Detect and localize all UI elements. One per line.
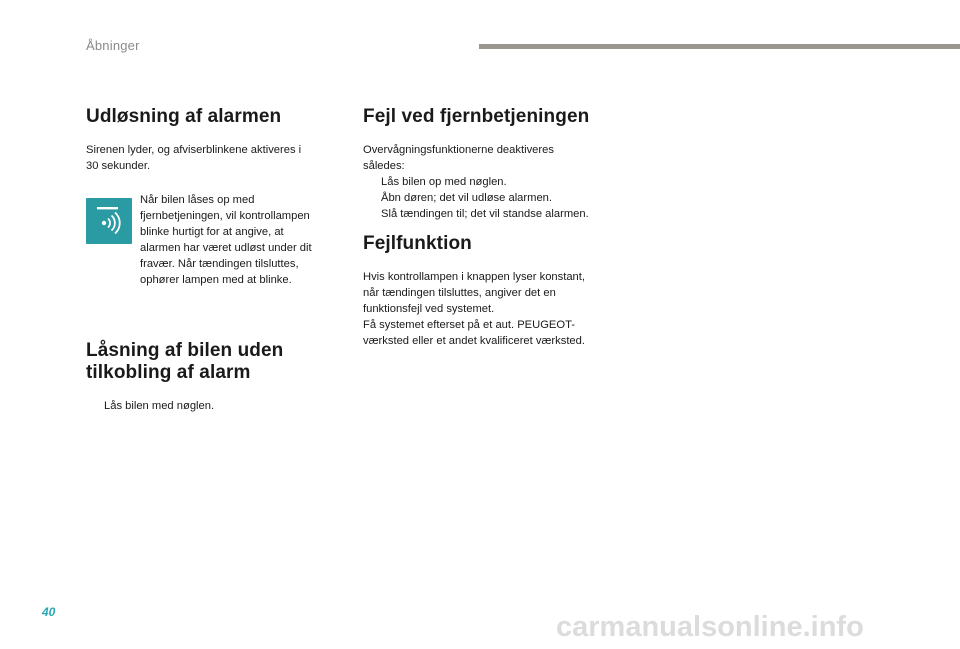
note-line: ophører lampen med at blinke. [140, 274, 292, 286]
lock-without-alarm-heading [86, 340, 346, 384]
malfunction-heading: Fejlfunktion [363, 233, 472, 254]
list-item [363, 190, 613, 206]
note-line: fjernbetjeningen, vil kontrollampen [140, 210, 310, 222]
text-line: værksted eller et andet kvalificeret værksted. [363, 335, 585, 347]
list-item [363, 206, 613, 222]
page-number: 40 [42, 605, 56, 619]
watermark: carmanualsonline.info [556, 611, 864, 643]
remote-fault-intro [363, 142, 613, 174]
note-line: fravær. Når tændingen tilsluttes, [140, 258, 299, 270]
list-item-text: Lås bilen op med nøglen. [381, 176, 507, 188]
alarm-note-text [140, 192, 330, 288]
text-line: således: [363, 160, 405, 172]
chapter-title: Åbninger [86, 38, 140, 53]
note-line: alarmen har været udløst under dit [140, 242, 312, 254]
chapter-bar [479, 44, 960, 49]
malfunction-text [363, 269, 623, 349]
note-line: Når bilen låses op med [140, 194, 255, 206]
section-lock-without-alarm [86, 340, 346, 414]
heading-line: Låsning af bilen uden [86, 340, 284, 361]
alarm-trigger-heading: Udløsning af alarmen [86, 106, 282, 127]
alarm-indicator-icon [86, 198, 132, 244]
section-remote-fault [363, 106, 613, 222]
section-malfunction [363, 233, 623, 349]
list-item-text: Åbn døren; det vil udløse alarmen. [381, 192, 553, 204]
list-item [86, 398, 346, 414]
text-line: Overvågningsfunktionerne deaktiveres [363, 144, 554, 156]
list-item [363, 174, 613, 190]
list-item-text: Slå tændingen til; det vil standse alarmen. [381, 208, 589, 220]
text-line: funktionsfejl ved systemet. [363, 303, 495, 315]
section-alarm-trigger [86, 106, 336, 302]
text-line: når tændingen tilsluttes, angiver det en [363, 287, 556, 299]
note-line: blinke hurtigt for at angive, at [140, 226, 284, 238]
text-line: Hvis kontrollampen i knappen lyser konstant, [363, 271, 585, 283]
text-line: Sirenen lyder, og afviserblinkene aktiveres i [86, 144, 302, 156]
text-line: Få systemet efterset på et aut. PEUGEOT- [363, 319, 576, 331]
list-item-text: Lås bilen med nøglen. [104, 400, 215, 412]
heading-line: tilkobling af alarm [86, 362, 251, 383]
alarm-trigger-text [86, 142, 336, 174]
remote-fault-heading: Fejl ved fjernbetjeningen [363, 106, 590, 127]
text-line: 30 sekunder. [86, 160, 151, 172]
alarm-note [86, 192, 336, 302]
